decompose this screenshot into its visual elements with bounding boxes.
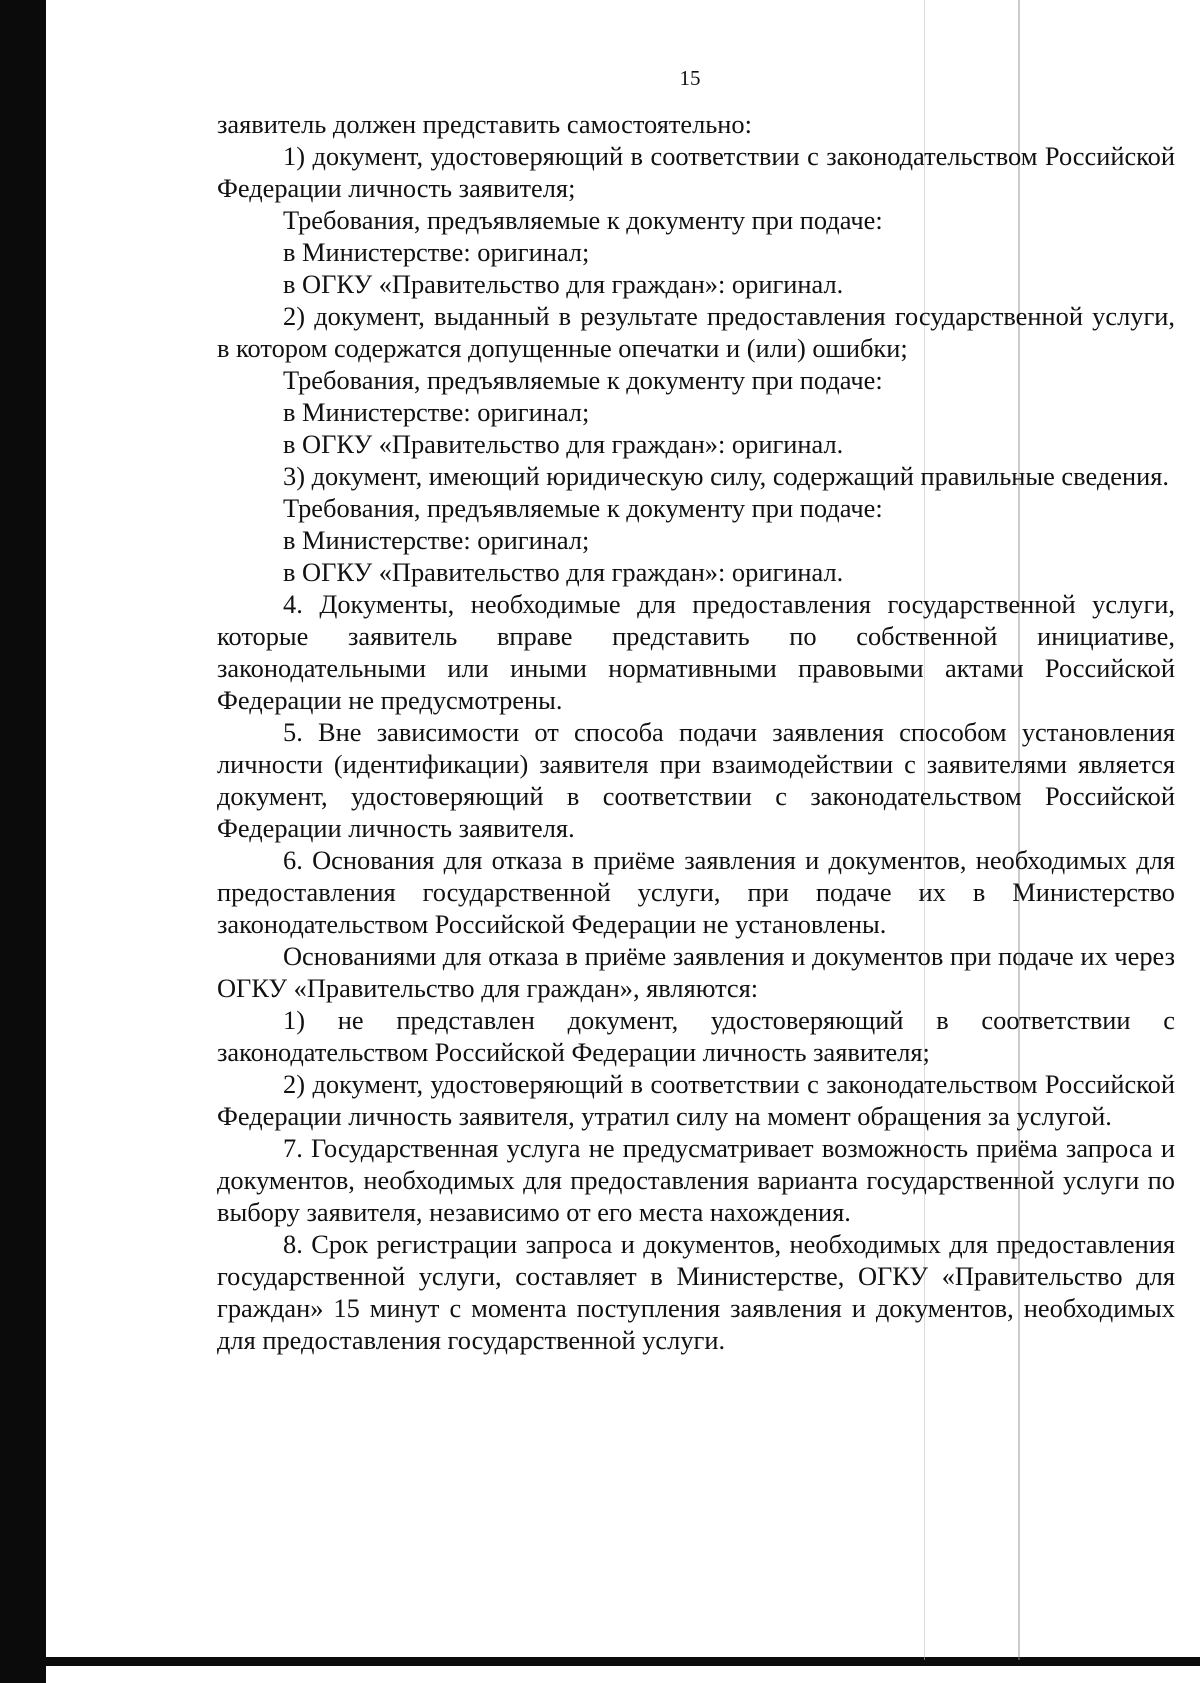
requirement-ministry: в Министерстве: оригинал; [283,525,590,555]
requirements-heading: Требования, предъявляемые к документу при подаче: [283,365,883,395]
list-item-identity-doc: 1) документ, удостоверяющий в соответствии с законодательством Российской Федерации личность заявителя; [217,141,1175,203]
text-line-intro: заявитель должен представить самостоятельно: [217,109,752,139]
paragraph-6: 6. Основания для отказа в приёме заявления и документов, необходимых для предоставления государственной услуги, при подаче их в Министерство законодательством Российской Федерации не установлены. [217,845,1175,939]
requirement-ministry: в Министерстве: оригинал; [283,397,590,427]
list-item-legal-doc: 3) документ, имеющий юридическую силу, содержащий правильные сведения. [283,461,1169,491]
paragraph-7: 7. Государственная услуга не предусматривает возможность приёма запроса и документов, необходимых для предоставления варианта государственной услуги по выбору заявителя, независимо от его места нахождения. [217,1133,1175,1227]
requirement-ogku: в ОГКУ «Правительство для граждан»: оригинал. [283,429,844,459]
list-item-refusal-2: 2) документ, удостоверяющий в соответствии с законодательством Российской Федерации личность заявителя, утратил силу на момент обращения за услугой. [217,1069,1175,1131]
paragraph-4: 4. Документы, необходимые для предоставления государственной услуги, которые заявитель вправе представить по собственной инициативе, законодательными или иными нормативными правовыми актами Российской Федерации не предусмотрены. [217,589,1175,715]
scan-left-border [0,0,46,1683]
page-number: 15 [679,66,701,90]
document-body [217,108,1175,1356]
requirements-heading: Требования, предъявляемые к документу при подаче: [283,493,883,523]
paragraph-8: 8. Срок регистрации запроса и документов, необходимых для предоставления государственной услуги, составляет в Министерстве, ОГКУ «Правительство для граждан» 15 минут с момента поступления заявления и документов, необходимых для предоставления государственной услуги. [217,1229,1175,1355]
paragraph-refusal-grounds: Основаниями для отказа в приёме заявления и документов при подаче их через ОГКУ «Правительство для граждан», являются: [217,941,1175,1003]
paragraph-5: 5. Вне зависимости от способа подачи заявления способом установления личности (идентификации) заявителя при взаимодействии с заявителями является документ, удостоверяющий в соответствии с законодательством Российской Федерации личность заявителя. [217,717,1175,843]
list-item-refusal-1: 1) не представлен документ, удостоверяющий в соответствии с законодательством Российской Федерации личность заявителя; [217,1005,1175,1067]
requirement-ministry: в Министерстве: оригинал; [283,237,590,267]
requirements-heading: Требования, предъявляемые к документу при подаче: [283,205,883,235]
scan-bottom-border [46,1657,1200,1666]
list-item-issued-doc: 2) документ, выданный в результате предоставления государственной услуги, в котором содержатся допущенные опечатки и (или) ошибки; [217,301,1175,363]
requirement-ogku: в ОГКУ «Правительство для граждан»: оригинал. [283,557,844,587]
requirement-ogku: в ОГКУ «Правительство для граждан»: оригинал. [283,269,844,299]
